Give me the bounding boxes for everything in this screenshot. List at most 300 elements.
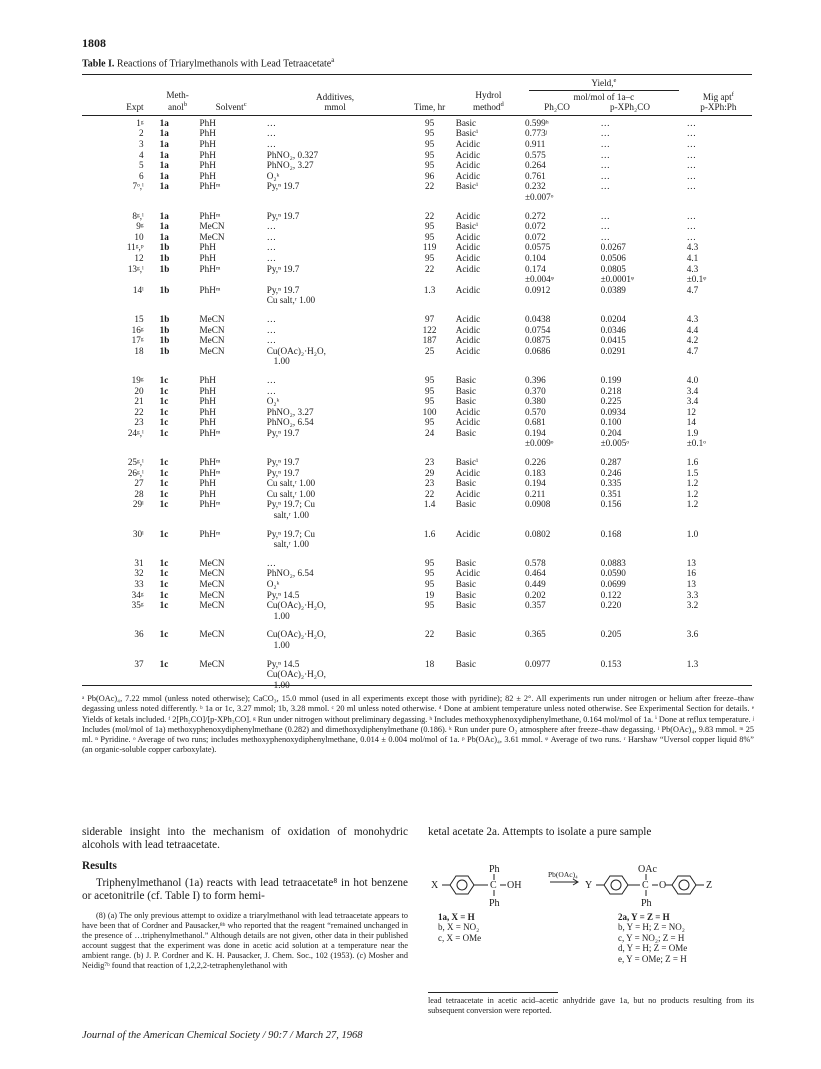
cell-meth: 1b bbox=[159, 284, 170, 295]
cell-expt: 6 bbox=[139, 170, 144, 181]
cell-solv: PhHᵐ bbox=[199, 210, 221, 221]
cell-solv: PhH bbox=[199, 252, 216, 263]
cell-time: 22 bbox=[424, 263, 435, 274]
cell-ph: 0.761 bbox=[525, 170, 546, 181]
svg-text:Ph: Ph bbox=[641, 898, 652, 909]
cell-xph: 0.0805 ±0.0001ᵠ bbox=[600, 263, 635, 285]
cell-time: 95 bbox=[424, 117, 435, 128]
cell-xph: 0.0415 bbox=[600, 335, 626, 346]
cell-time: 22 bbox=[424, 629, 435, 640]
cell-hyd: Acidic bbox=[455, 335, 481, 346]
cell-hyd: Acidic bbox=[455, 345, 481, 356]
cell-add: Py,ⁿ 19.7 bbox=[266, 467, 300, 478]
cell-xph: 0.246 bbox=[600, 467, 622, 478]
cell-solv: PhHᵐ bbox=[199, 528, 221, 539]
cell-expt: 25ᵍ,ˡ bbox=[127, 457, 144, 468]
compound-1-labels: 1a, X = H b, X = NO₂ c, X = OMe bbox=[438, 912, 482, 943]
cell-ph: 0.681 bbox=[525, 417, 546, 428]
svg-text:OH: OH bbox=[507, 880, 522, 891]
cell-xph: … bbox=[600, 181, 610, 192]
cell-add: … bbox=[266, 221, 276, 232]
cell-add: Py,ⁿ 14.5 Cu(OAc)₂·H₂O, 1.00 bbox=[266, 658, 326, 690]
cell-time: 97 bbox=[424, 313, 435, 324]
cell-add: … bbox=[266, 374, 276, 385]
cell-hyd: Acidic bbox=[455, 528, 481, 539]
table-row bbox=[82, 489, 752, 500]
cell-hyd: Acidic bbox=[455, 568, 481, 579]
cell-solv: PhHᵐ bbox=[199, 457, 221, 468]
cell-hyd: Basic bbox=[455, 499, 477, 510]
benzene-ring-mid-icon bbox=[604, 876, 628, 894]
cell-mig: 1.2 bbox=[686, 488, 699, 499]
cell-xph: … bbox=[600, 128, 610, 139]
cell-meth: 1a bbox=[159, 117, 169, 128]
cell-xph: 0.287 bbox=[600, 457, 622, 468]
cell-solv: MeCN bbox=[199, 231, 225, 242]
reaction-scheme bbox=[428, 860, 754, 980]
cell-xph: 0.100 bbox=[600, 417, 622, 428]
benzene-ring-left-icon bbox=[450, 876, 474, 894]
footnote-continuation: lead tetraacetate in acetic acid–acetic anhydride gave 1a, but no products resulting from its subsequent conversion were reported. bbox=[428, 996, 754, 1015]
cell-time: 95 bbox=[424, 568, 435, 579]
table-row bbox=[82, 386, 752, 397]
cell-mig: 4.1 bbox=[686, 252, 699, 263]
cell-ph: 0.174 ±0.004ᵠ bbox=[525, 263, 554, 285]
cell-solv: MeCN bbox=[199, 629, 225, 640]
cell-hyd: Basic bbox=[455, 478, 477, 489]
header-method: Meth- anol$^b$ bbox=[166, 89, 189, 113]
cell-expt: 22 bbox=[134, 406, 144, 417]
cell-time: 95 bbox=[424, 579, 435, 589]
row-spacer bbox=[82, 550, 752, 558]
cell-add: Py,ⁿ 19.7 bbox=[266, 427, 300, 438]
cell-mig: 3.3 bbox=[686, 589, 699, 600]
cell-ph: 0.0802 bbox=[525, 528, 551, 539]
cell-meth: 1c bbox=[159, 385, 169, 396]
cell-meth: 1a bbox=[159, 170, 169, 181]
table-row bbox=[82, 325, 752, 336]
cell-ph: 0.0575 bbox=[525, 242, 551, 253]
svg-text:C: C bbox=[642, 880, 649, 891]
cell-meth: 1c bbox=[159, 374, 169, 385]
svg-text:Z: Z bbox=[706, 880, 713, 891]
cell-xph: 0.220 bbox=[600, 600, 622, 611]
cell-meth: 1a bbox=[159, 231, 169, 242]
cell-xph: 0.168 bbox=[600, 528, 622, 539]
cell-xph: 0.0389 bbox=[600, 284, 626, 295]
cell-mig: … bbox=[686, 231, 696, 242]
table-row bbox=[82, 428, 752, 449]
right-column bbox=[428, 826, 754, 839]
cell-ph: 0.0977 bbox=[525, 658, 551, 669]
cell-ph: 0.0686 bbox=[525, 345, 551, 356]
cell-add: … bbox=[266, 231, 276, 242]
cell-expt: 36 bbox=[134, 629, 144, 640]
cell-ph: 0.183 bbox=[525, 467, 546, 478]
cell-ph: 0.464 bbox=[525, 568, 546, 579]
cell-solv: PhH bbox=[199, 170, 216, 181]
cell-ph: 0.0438 bbox=[525, 313, 551, 324]
cell-ph: 0.272 bbox=[525, 210, 546, 221]
cell-add: Py,ⁿ 19.7 bbox=[266, 181, 300, 192]
cell-time: 122 bbox=[422, 324, 437, 335]
cell-mig: … bbox=[686, 160, 696, 171]
left-column bbox=[82, 826, 408, 971]
cell-xph: 0.0934 bbox=[600, 406, 626, 417]
table-row bbox=[82, 335, 752, 346]
cell-mig: 3.4 bbox=[686, 385, 699, 396]
cell-solv: PhH bbox=[199, 417, 216, 428]
cell-add: PhNO₂, 0.327 bbox=[266, 149, 319, 160]
cell-meth: 1a bbox=[159, 149, 169, 160]
cell-meth: 1a bbox=[159, 210, 169, 221]
cell-hyd: Basicⁱ bbox=[455, 128, 478, 139]
cell-hyd: Basic bbox=[455, 658, 477, 669]
cell-meth: 1b bbox=[159, 242, 170, 253]
cell-mig: 1.2 bbox=[686, 499, 699, 510]
table-row bbox=[82, 629, 752, 650]
cell-expt: 26ᵍ,ˡ bbox=[127, 467, 144, 478]
table-row bbox=[82, 232, 752, 243]
cell-mig: 13 bbox=[686, 557, 696, 568]
cell-xph: 0.204 ±0.005ᵒ bbox=[600, 427, 629, 449]
cell-ph: 0.773ʲ bbox=[525, 128, 548, 139]
cell-meth: 1c bbox=[159, 417, 169, 428]
footnote-8: (8) (a) The only previous attempt to oxidize a triarylmethanol with lead tetraacetate appears to have been that of Cordner and Pausacker,⁸ᵇ who reported that the reagent “remained unchanged in the presence of …triphenylmethanol.” Although details are not given, other data in their published account suggest that the experiment was done in acetic acid solution at a temperature near the ambient range. (b) J. P. Cordner and K. H. Pausacker, J. Chem. Soc., 102 (1953). (c) Mosher and Neidig⁷ᵇ found that reaction of 1,2,2,2-tetraphenylethanol with bbox=[82, 911, 408, 971]
table-caption bbox=[82, 56, 334, 69]
cell-ph: 0.0912 bbox=[525, 284, 551, 295]
cell-xph: 0.218 bbox=[600, 385, 622, 396]
cell-mig: 1.9 ±0.1ᵒ bbox=[686, 427, 706, 449]
cell-ph: 0.449 bbox=[525, 579, 546, 589]
cell-solv: PhH bbox=[199, 385, 216, 396]
cell-expt: 20 bbox=[134, 385, 144, 396]
cell-expt: 9ᵍ bbox=[136, 221, 144, 232]
row-spacer bbox=[82, 521, 752, 529]
cell-solv: MeCN bbox=[199, 658, 225, 669]
svg-text:O: O bbox=[659, 880, 667, 891]
svg-text:X: X bbox=[431, 880, 439, 891]
table-row bbox=[82, 600, 752, 621]
table-row bbox=[82, 568, 752, 579]
cell-time: 95 bbox=[424, 139, 435, 150]
cell-add: Py,ⁿ 19.7; Cu salt,ʳ 1.00 bbox=[266, 528, 315, 550]
cell-expt: 24ᵍ,ˡ bbox=[127, 427, 144, 438]
cell-hyd: Basic bbox=[455, 117, 477, 128]
cell-hyd: Acidic bbox=[455, 160, 481, 171]
cell-xph: 0.351 bbox=[600, 488, 622, 499]
header-time: Time, hr bbox=[413, 102, 446, 113]
cell-xph: 0.156 bbox=[600, 499, 622, 510]
cell-add: Py,ⁿ 19.7; Cu salt,ʳ 1.00 bbox=[266, 499, 315, 521]
cell-solv: MeCN bbox=[199, 313, 225, 324]
cell-solv: PhH bbox=[199, 406, 216, 417]
cell-meth: 1c bbox=[159, 478, 169, 489]
cell-mig: 4.3 ±0.1ᵠ bbox=[686, 263, 707, 285]
cell-time: 22 bbox=[424, 210, 435, 221]
table-row bbox=[82, 375, 752, 386]
cell-time: 95 bbox=[424, 149, 435, 160]
cell-hyd: Basicⁱ bbox=[455, 221, 478, 232]
cell-mig: … bbox=[686, 128, 696, 139]
cell-mig: 16 bbox=[686, 568, 696, 579]
cell-xph: 0.335 bbox=[600, 478, 622, 489]
cell-solv: MeCN bbox=[199, 600, 225, 611]
footnote-separator bbox=[428, 992, 558, 993]
cell-time: 1.4 bbox=[423, 499, 436, 510]
table-caption-sup: a bbox=[331, 56, 335, 64]
cell-expt: 2 bbox=[139, 128, 144, 139]
header-yield-sub: mol/mol of 1a–c bbox=[529, 90, 679, 103]
cell-time: 95 bbox=[424, 374, 435, 385]
table-row bbox=[82, 407, 752, 418]
cell-xph: 0.0506 bbox=[600, 252, 626, 263]
cell-add: PhNO₂, 6.54 bbox=[266, 417, 314, 428]
cell-time: 23 bbox=[424, 478, 435, 489]
table-row bbox=[82, 499, 752, 520]
cell-solv: MeCN bbox=[199, 324, 225, 335]
svg-text:C: C bbox=[490, 880, 497, 891]
cell-hyd: Acidic bbox=[455, 417, 481, 428]
cell-add: PhNO₂, 6.54 bbox=[266, 568, 314, 579]
cell-meth: 1c bbox=[159, 457, 169, 468]
cell-meth: 1c bbox=[159, 406, 169, 417]
cell-xph: … bbox=[600, 139, 610, 150]
cell-mig: … bbox=[686, 117, 696, 128]
cell-ph: 0.0908 bbox=[525, 499, 551, 510]
cell-meth: 1b bbox=[159, 324, 170, 335]
cell-add: O₂ᵏ bbox=[266, 396, 280, 407]
cell-time: 22 bbox=[424, 488, 435, 499]
cell-solv: MeCN bbox=[199, 335, 225, 346]
cell-ph: 0.0754 bbox=[525, 324, 551, 335]
cell-meth: 1b bbox=[159, 263, 170, 274]
cell-solv: PhH bbox=[199, 478, 216, 489]
cell-hyd: Basic bbox=[455, 385, 477, 396]
cell-add: … bbox=[266, 557, 276, 568]
cell-hyd: Basic bbox=[455, 427, 477, 438]
cell-hyd: Acidic bbox=[455, 242, 481, 253]
svg-text:Ph: Ph bbox=[489, 864, 500, 875]
cell-ph: 0.396 bbox=[525, 374, 546, 385]
table-row bbox=[82, 346, 752, 367]
row-spacer bbox=[82, 449, 752, 457]
cell-expt: 29ˡ bbox=[132, 499, 144, 510]
cell-expt: 7ᵒ,ˡ bbox=[132, 181, 144, 192]
header-expt: Expt bbox=[126, 102, 144, 113]
cell-add: … bbox=[266, 324, 276, 335]
header-yield-group bbox=[523, 76, 685, 113]
cell-ph: 0.194 bbox=[525, 478, 546, 489]
left-para-1: siderable insight into the mechanism of oxidation of monohydric alcohols with lead tetraacetate. bbox=[82, 826, 408, 852]
cell-xph: … bbox=[600, 221, 610, 232]
left-para-2: Triphenylmethanol (1a) reacts with lead tetraacetate⁸ in hot benzene or acetonitrile (cf. Table I) to form hemi- bbox=[82, 876, 408, 902]
journal-footer: Journal of the American Chemical Society / 90:7 / March 27, 1968 bbox=[82, 1030, 363, 1041]
cell-expt: 21 bbox=[134, 396, 144, 407]
cell-expt: 14ˡ bbox=[132, 284, 144, 295]
cell-time: 119 bbox=[422, 242, 437, 253]
cell-time: 29 bbox=[424, 467, 435, 478]
cell-mig: … bbox=[686, 210, 696, 221]
cell-hyd: Acidic bbox=[455, 149, 481, 160]
cell-ph: 0.232 ±0.007ᵒ bbox=[525, 181, 554, 202]
cell-xph: 0.0883 bbox=[600, 557, 626, 568]
cell-add: PhNO₂, 3.27 bbox=[266, 406, 314, 417]
cell-time: 25 bbox=[424, 345, 435, 356]
cell-meth: 1b bbox=[159, 313, 170, 324]
cell-ph: 0.194 ±0.009ᵒ bbox=[525, 427, 554, 449]
table-row bbox=[82, 579, 752, 590]
row-spacer bbox=[82, 203, 752, 211]
cell-solv: PhHᵐ bbox=[199, 181, 221, 192]
cell-solv: PhHᵐ bbox=[199, 263, 221, 274]
cell-expt: 30ˡ bbox=[132, 528, 144, 539]
cell-meth: 1c bbox=[159, 499, 169, 510]
cell-expt: 3 bbox=[139, 139, 144, 150]
cell-time: 95 bbox=[424, 252, 435, 263]
cell-solv: PhH bbox=[199, 374, 216, 385]
svg-text:OAc: OAc bbox=[638, 864, 657, 875]
header-pxph2co: p-XPh₂CO bbox=[610, 102, 650, 113]
cell-mig: 4.4 bbox=[686, 324, 699, 335]
cell-solv: PhH bbox=[199, 488, 216, 499]
cell-mig: 3.6 bbox=[686, 629, 699, 640]
cell-xph: 0.122 bbox=[600, 589, 622, 600]
cell-mig: 4.7 bbox=[686, 284, 699, 295]
header-additives: Additives, mmol bbox=[316, 91, 355, 113]
cell-mig: … bbox=[686, 181, 696, 192]
cell-mig: 14 bbox=[686, 417, 696, 428]
cell-hyd: Basic bbox=[455, 589, 477, 600]
svg-text:Ph: Ph bbox=[489, 898, 500, 909]
cell-hyd: Basic bbox=[455, 579, 477, 589]
cell-add: O₂ᵏ bbox=[266, 579, 280, 589]
cell-expt: 12 bbox=[134, 252, 144, 263]
cell-time: 96 bbox=[424, 170, 435, 181]
cell-add: PhNO₂, 3.27 bbox=[266, 160, 314, 171]
cell-expt: 1ᵍ bbox=[136, 117, 144, 128]
cell-expt: 33 bbox=[134, 579, 144, 589]
cell-hyd: Acidic bbox=[455, 210, 481, 221]
cell-ph: 0.072 bbox=[525, 221, 546, 232]
cell-expt: 18 bbox=[134, 345, 144, 356]
table-row bbox=[82, 590, 752, 601]
cell-xph: … bbox=[600, 160, 610, 171]
cell-meth: 1c bbox=[159, 467, 169, 478]
cell-meth: 1c bbox=[159, 528, 169, 539]
cell-mig: 1.0 bbox=[686, 528, 699, 539]
header-mig: Mig apt$^f$ p-XPh:Ph bbox=[700, 90, 737, 113]
cell-meth: 1c bbox=[159, 568, 169, 579]
cell-solv: PhHᵐ bbox=[199, 499, 221, 510]
cell-mig: 1.5 bbox=[686, 467, 699, 478]
cell-ph: 0.211 bbox=[525, 488, 546, 499]
cell-solv: PhHᵐ bbox=[199, 467, 221, 478]
cell-hyd: Acidic bbox=[455, 313, 481, 324]
table-row bbox=[82, 150, 752, 161]
cell-meth: 1c bbox=[159, 427, 169, 438]
cell-expt: 16ᵍ bbox=[131, 324, 144, 335]
cell-solv: MeCN bbox=[199, 557, 225, 568]
cell-hyd: Acidic bbox=[455, 406, 481, 417]
cell-meth: 1c bbox=[159, 600, 169, 611]
cell-hyd: Acidic bbox=[455, 263, 481, 274]
reactions-table bbox=[82, 76, 752, 690]
cell-xph: 0.0590 bbox=[600, 568, 626, 579]
cell-expt: 17ᵍ bbox=[131, 335, 144, 346]
cell-expt: 37 bbox=[134, 658, 144, 669]
cell-ph: 0.370 bbox=[525, 385, 546, 396]
cell-add: Py,ⁿ 14.5 bbox=[266, 589, 300, 600]
cell-add: O₂ᵏ bbox=[266, 170, 280, 181]
cell-add: Py,ⁿ 19.7 bbox=[266, 457, 300, 468]
cell-ph: 0.570 bbox=[525, 406, 546, 417]
cell-ph: 0.911 bbox=[525, 139, 546, 150]
cell-time: 187 bbox=[422, 335, 437, 346]
cell-expt: 32 bbox=[134, 568, 144, 579]
table-row bbox=[82, 181, 752, 202]
header-solvent: Solvent$^c$ bbox=[215, 101, 247, 113]
table-row bbox=[82, 242, 752, 253]
cell-hyd: Basic bbox=[455, 557, 477, 568]
aromatic-circle-left-icon bbox=[457, 880, 467, 890]
cell-time: 18 bbox=[424, 658, 435, 669]
cell-solv: MeCN bbox=[199, 579, 225, 589]
table-row bbox=[82, 558, 752, 569]
cell-mig: … bbox=[686, 139, 696, 150]
cell-add: … bbox=[266, 313, 276, 324]
cell-solv: PhHᵐ bbox=[199, 284, 221, 295]
cell-time: 95 bbox=[424, 231, 435, 242]
cell-meth: 1a bbox=[159, 139, 169, 150]
cell-hyd: Acidic bbox=[455, 139, 481, 150]
table-header-row bbox=[82, 76, 752, 113]
table-row bbox=[82, 529, 752, 550]
cell-time: 1.6 bbox=[423, 528, 436, 539]
cell-time: 95 bbox=[424, 221, 435, 232]
cell-hyd: Basicⁱ bbox=[455, 457, 478, 468]
cell-add: … bbox=[266, 128, 276, 139]
row-spacer bbox=[82, 367, 752, 375]
cell-xph: … bbox=[600, 170, 610, 181]
cell-meth: 1b bbox=[159, 252, 170, 263]
cell-time: 22 bbox=[424, 181, 435, 192]
cell-expt: 13ᵍ,ˡ bbox=[127, 263, 144, 274]
cell-mig: 1.3 bbox=[686, 658, 699, 669]
table-caption-text: Reactions of Triarylmethanols with Lead Tetraacetate bbox=[116, 58, 332, 70]
cell-hyd: Basic bbox=[455, 374, 477, 385]
table-row bbox=[82, 211, 752, 222]
cell-expt: 4 bbox=[139, 149, 144, 160]
cell-meth: 1c bbox=[159, 557, 169, 568]
cell-ph: 0.578 bbox=[525, 557, 546, 568]
cell-hyd: Acidic bbox=[455, 231, 481, 242]
cell-hyd: Basic bbox=[455, 396, 477, 407]
cell-time: 24 bbox=[424, 427, 435, 438]
cell-xph: … bbox=[600, 149, 610, 160]
cell-hyd: Basicⁱ bbox=[455, 181, 478, 192]
section-heading-results: Results bbox=[82, 860, 117, 873]
cell-mig: 4.3 bbox=[686, 242, 699, 253]
svg-text:Y: Y bbox=[585, 880, 593, 891]
table-row bbox=[82, 417, 752, 428]
cell-add: Cu(OAc)₂·H₂O, 1.00 bbox=[266, 629, 326, 650]
cell-add: … bbox=[266, 335, 276, 346]
cell-mig: 4.7 bbox=[686, 345, 699, 356]
cell-time: 100 bbox=[422, 406, 437, 417]
cell-xph: 0.205 bbox=[600, 629, 622, 640]
cell-solv: MeCN bbox=[199, 221, 225, 232]
